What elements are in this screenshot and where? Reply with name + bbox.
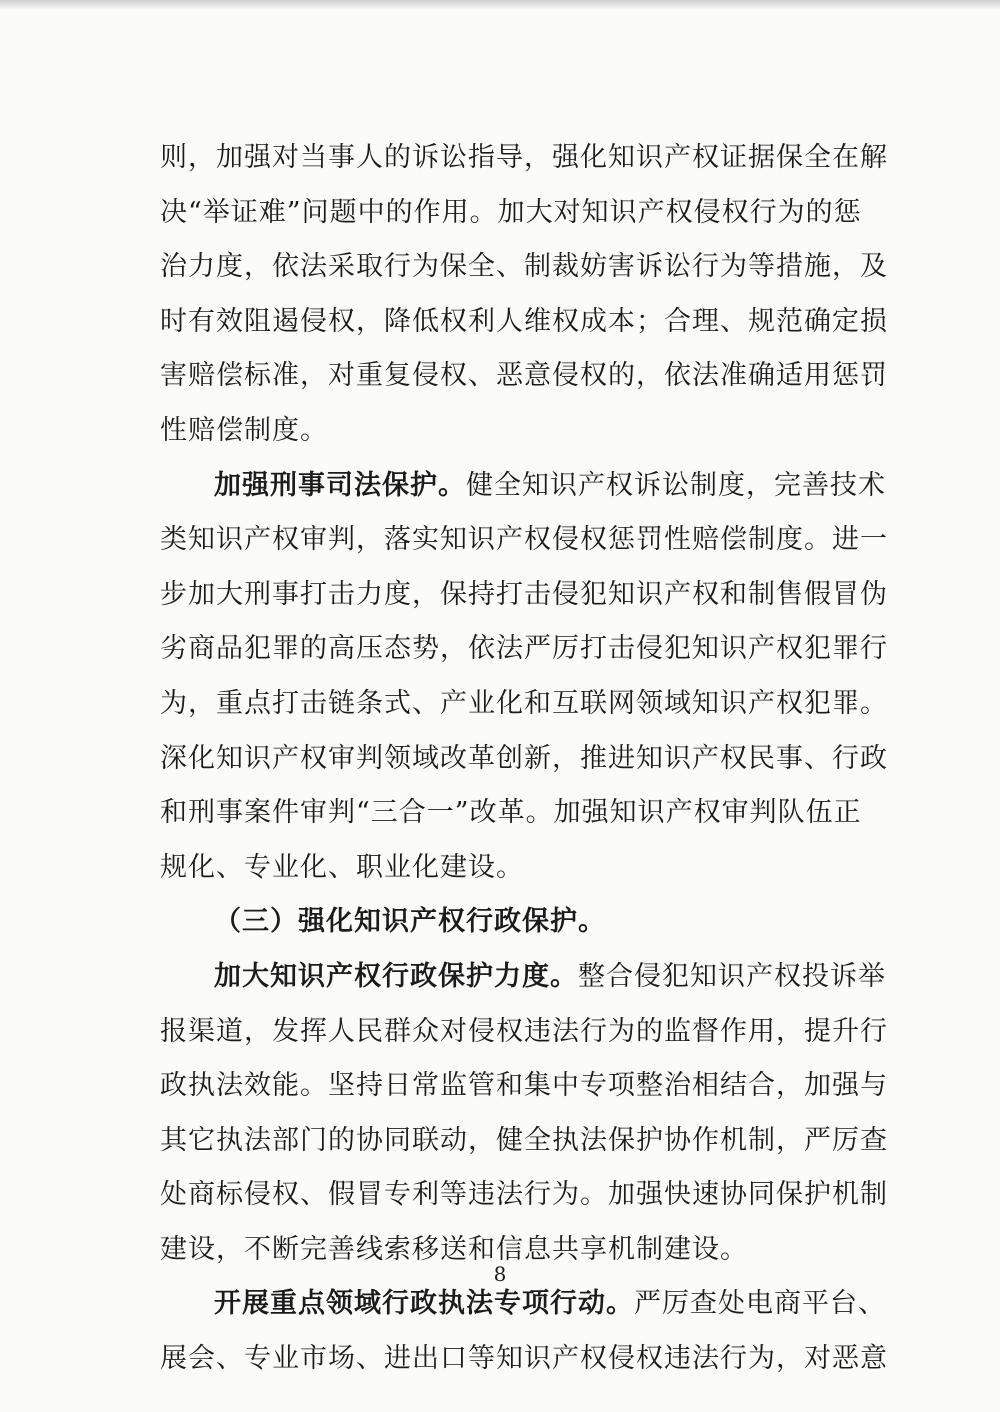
text-line [160,240,888,295]
bold-heading-span: 加强刑事司法保护。 [214,469,466,501]
text-line [160,786,860,841]
text-line [160,1059,888,1114]
scan-top-shadow [0,0,1000,10]
text-span: 类知识产权审判，落实知识产权侵权惩罚性赔偿制度。进一 [160,524,888,556]
text-span: 治力度，依法采取行为保全、制裁妨害诉讼行为等措施，及 [160,251,888,283]
text-line [160,1005,888,1060]
text-line [160,131,888,186]
text-span: 严厉查处电商平台、 [634,1288,886,1320]
text-span: 报渠道，发挥人民群众对侵权违法行为的监督作用，提升行 [160,1015,888,1047]
text-span: 建设，不断完善线索移送和信息共享机制建设。 [160,1233,748,1265]
text-line [160,677,888,732]
bold-heading-span: 加大知识产权行政保护力度。 [214,960,578,992]
text-line [160,841,860,896]
text-span: 劣商品犯罪的高压态势，依法严厉打击侵犯知识产权犯罪行 [160,633,888,665]
text-span: 和刑事案件审判“三合一”改革。加强知识产权审判队伍正 [160,797,862,829]
text-span: 性赔偿制度。 [160,414,328,446]
text-span: 规化、专业化、职业化建设。 [160,851,524,883]
text-span: 为，重点打击链条式、产业化和互联网领域知识产权犯罪。 [160,687,888,719]
text-line [160,732,888,787]
text-span: 害赔偿标准，对重复侵权、恶意侵权的，依法准确适用惩罚 [160,360,888,392]
text-line [160,1168,888,1223]
bold-heading-span: （三）强化知识产权行政保护。 [214,906,606,938]
text-span: 处商标侵权、假冒专利等违法行为。加强快速协同保护机制 [160,1179,888,1211]
text-line [160,950,886,1005]
text-span: 决“举证难”问题中的作用。加大对知识产权侵权行为的惩 [160,196,862,228]
text-line [160,568,888,623]
text-line [160,513,888,568]
text-span: 其它执法部门的协同联动，健全执法保护协作机制，严厉查 [160,1124,888,1156]
text-span: 政执法效能。坚持日常监管和集中专项整治相结合，加强与 [160,1070,888,1102]
text-span: 健全知识产权诉讼制度，完善技术 [466,469,886,501]
bold-heading-span: 开展重点领域行政执法专项行动。 [214,1288,634,1320]
text-span: 步加大刑事打击力度，保持打击侵犯知识产权和制售假冒伪 [160,578,888,610]
page-number: 8 [493,1262,507,1286]
text-span: 则，加强对当事人的诉讼指导，强化知识产权证据保全在解 [160,142,888,173]
text-line [160,1114,888,1169]
body-text [160,131,888,1387]
text-span: 深化知识产权审判领域改革创新，推进知识产权民事、行政 [160,742,888,774]
text-span: 展会、专业市场、进出口等知识产权侵权违法行为，对恶意 [160,1343,888,1375]
text-line [160,295,888,350]
text-line [160,895,860,950]
text-line [160,404,860,459]
text-line [160,1332,888,1387]
text-line [160,186,860,241]
text-span: 整合侵犯知识产权投诉举 [578,960,886,992]
text-line [160,349,888,404]
text-line [160,622,888,677]
text-line [160,459,886,514]
text-span: 时有效阻遏侵权，降低权利人维权成本；合理、规范确定损 [160,305,888,337]
